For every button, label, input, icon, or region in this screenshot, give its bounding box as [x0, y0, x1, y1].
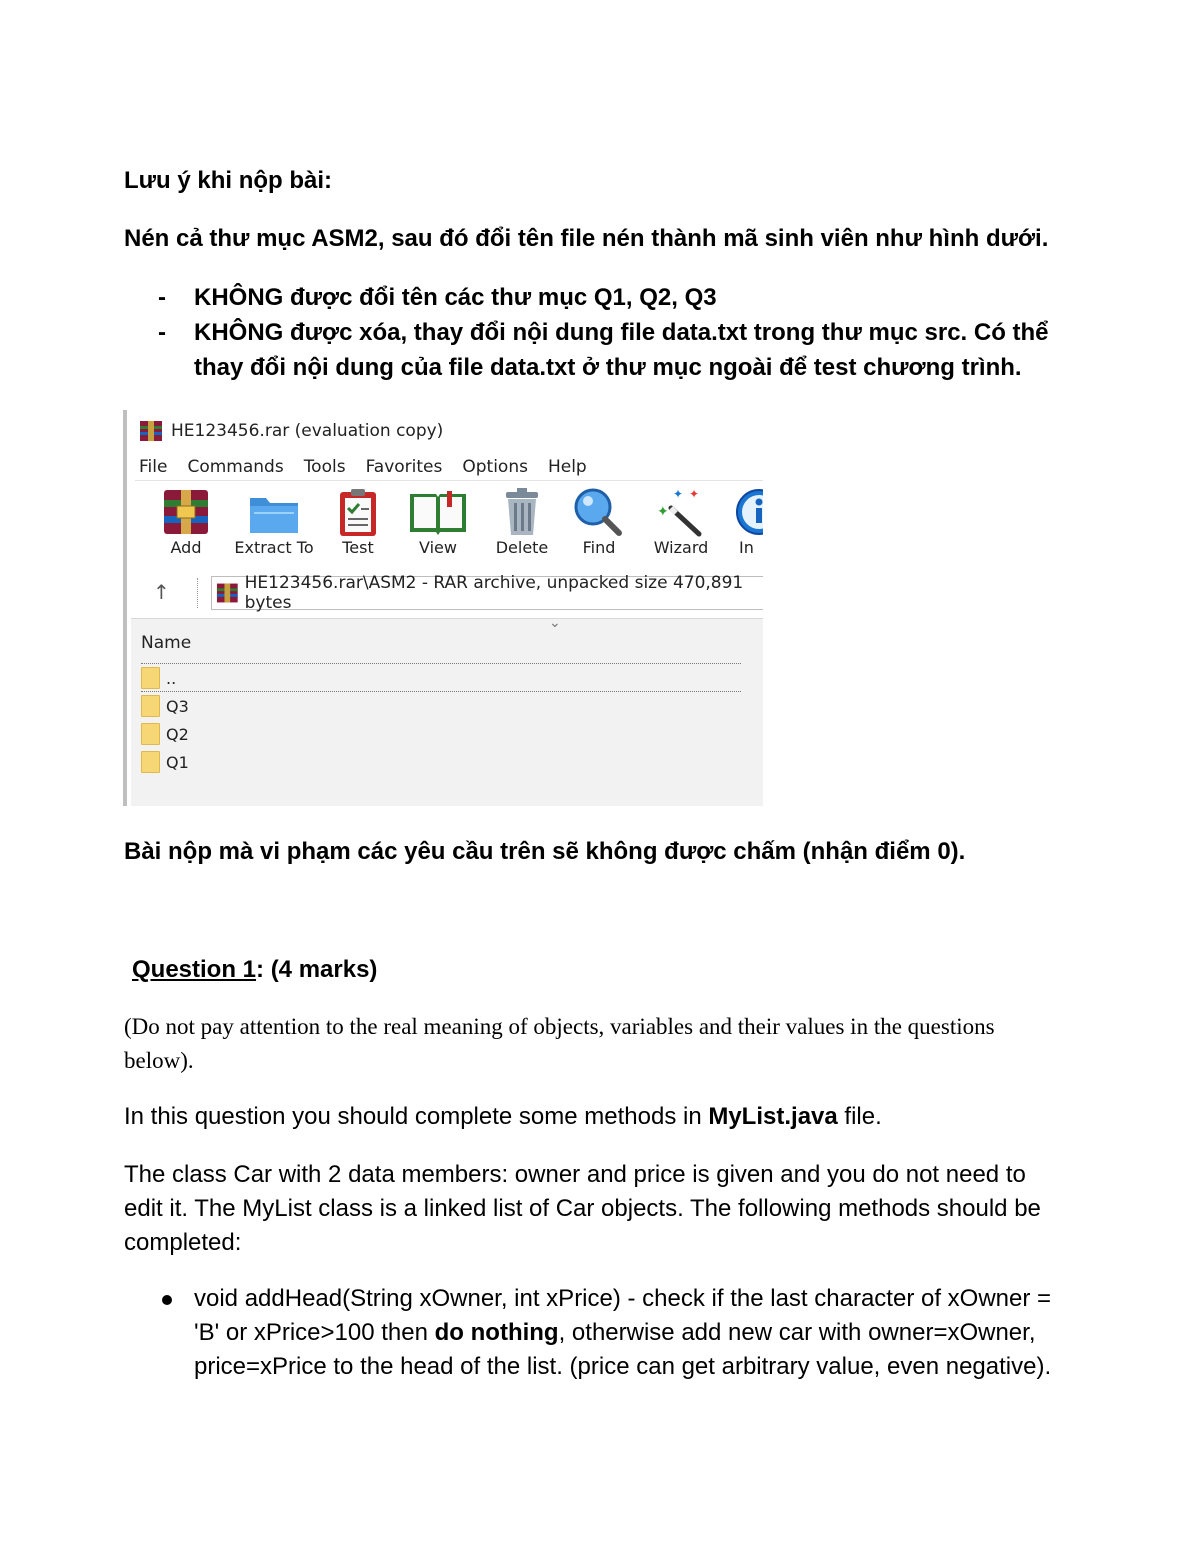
svg-text:✦: ✦ — [689, 487, 700, 501]
toolbar-info-button[interactable] — [733, 486, 763, 557]
note-line-2: below). — [124, 1048, 194, 1073]
winrar-titlebar — [139, 418, 443, 444]
paragraph-car-line1: The class Car with 2 data members: owner and price is given and you do not need to — [124, 1161, 1026, 1188]
column-header-name[interactable]: Name — [141, 633, 192, 653]
info-icon — [733, 486, 763, 538]
note-line-1: (Do not pay attention to the real meaning of objects, variables and their values in the questions — [124, 1014, 995, 1039]
addhead-line3: price=xPrice to the head of the list. (price can get arbitrary value, even negative). — [194, 1353, 1052, 1380]
row-focus-top — [141, 663, 741, 664]
p1-filename: MyList.java — [708, 1103, 838, 1130]
delete-trash-icon — [498, 486, 546, 538]
folder-icon — [141, 667, 160, 689]
toolbar-add-label: Add — [170, 538, 202, 557]
rar-file-icon — [216, 582, 239, 604]
winrar-menubar — [139, 454, 607, 480]
zip-instruction: Nén cả thư mục ASM2, sau đó đổi tên file nén thành mã sinh viên như hình dưới. — [124, 225, 1049, 252]
paragraph-mylist — [124, 1100, 882, 1134]
winrar-toolbar — [137, 486, 763, 572]
address-divider — [197, 578, 198, 608]
addhead-line2 — [194, 1316, 1036, 1350]
addhead-line1: void addHead(String xOwner, int xPrice) - check if the last character of xOwner = — [194, 1285, 1052, 1312]
toolbar-info-label: In — [739, 538, 754, 557]
list-item-q1[interactable] — [141, 749, 761, 775]
paragraph-car-line2: edit it. The MyList class is a linked list of Car objects. The following methods should be — [124, 1195, 1041, 1222]
bullet-dash-2: - — [158, 319, 166, 346]
toolbar-extract-button[interactable] — [227, 486, 321, 557]
menu-favorites[interactable]: Favorites — [365, 457, 443, 477]
bullet-dash-1: - — [158, 284, 166, 311]
question-title: Question 1 — [132, 956, 257, 983]
toolbar-test-button[interactable] — [329, 486, 387, 557]
list-item-label: .. — [166, 668, 177, 688]
rule-rename-folders: KHÔNG được đổi tên các thư mục Q1, Q2, Q3 — [194, 284, 717, 311]
toolbar-test-label: Test — [342, 538, 374, 557]
toolbar-wizard-label: Wizard — [653, 538, 709, 557]
winrar-app-icon — [139, 420, 163, 442]
toolbar-delete-label: Delete — [495, 538, 549, 557]
svg-text:✦: ✦ — [673, 487, 684, 501]
menu-help[interactable]: Help — [547, 457, 587, 477]
up-arrow-icon[interactable]: ↑ — [153, 580, 170, 604]
rule-data-file-line2: thay đổi nội dung của file data.txt ở thư mục ngoài để test chương trình. — [194, 354, 1022, 381]
toolbar-view-button[interactable] — [399, 486, 477, 557]
winrar-title: HE123456.rar (evaluation copy) — [171, 421, 444, 441]
window-edge — [123, 410, 127, 806]
menu-separator — [135, 480, 763, 481]
address-row — [135, 573, 763, 613]
note-heading: Lưu ý khi nộp bài: — [124, 167, 333, 194]
folder-icon — [141, 723, 160, 745]
addhead-line2-post: , otherwise add new car with owner=xOwner, — [558, 1319, 1036, 1346]
question-heading — [124, 953, 377, 987]
find-magnifier-icon — [571, 486, 627, 538]
addhead-line2-pre: 'B' or xPrice>100 then — [194, 1319, 435, 1346]
rule-data-file-line1: KHÔNG được xóa, thay đổi nội dung file data.txt trong thư mục src. Có thể — [194, 319, 1049, 346]
folder-icon — [141, 751, 160, 773]
archive-path-text: HE123456.rar\ASM2 - RAR archive, unpacked size 470,891 bytes — [244, 573, 744, 613]
violation-warning: Bài nộp mà vi phạm các yêu cầu trên sẽ không được chấm (nhận điểm 0). — [124, 838, 966, 865]
question-marks: : (4 marks) — [256, 956, 378, 983]
menu-file[interactable]: File — [139, 457, 168, 477]
menu-options[interactable]: Options — [462, 457, 528, 477]
toolbar-wizard-button[interactable] — [643, 486, 719, 557]
winrar-screenshot — [123, 410, 763, 806]
add-archive-icon — [161, 486, 211, 538]
test-clipboard-icon — [334, 486, 382, 538]
file-list — [131, 615, 763, 806]
list-item-label: Q2 — [166, 724, 189, 744]
menu-commands[interactable]: Commands — [187, 457, 284, 477]
toolbar-view-label: View — [419, 538, 457, 557]
row-focus-bottom — [141, 691, 741, 692]
wizard-wand-icon — [653, 486, 709, 538]
svg-text:✦: ✦ — [657, 504, 669, 520]
view-book-icon — [407, 486, 469, 538]
toolbar-delete-button[interactable] — [485, 486, 559, 557]
paragraph-car-line3: completed: — [124, 1229, 242, 1256]
chevron-down-icon: ⌄ — [549, 615, 561, 631]
list-item-label: Q1 — [166, 752, 189, 772]
p1-text: In this question you should complete some methods in — [124, 1103, 709, 1130]
folder-icon — [141, 695, 160, 717]
addhead-do-nothing: do nothing — [434, 1319, 559, 1346]
toolbar-find-button[interactable] — [569, 486, 629, 557]
bullet-dot — [162, 1295, 172, 1305]
toolbar-find-label: Find — [582, 538, 616, 557]
archive-path-field[interactable] — [211, 573, 763, 613]
p1-text-end: file. — [837, 1103, 882, 1130]
list-item-parent[interactable] — [141, 665, 761, 691]
extract-folder-icon — [246, 486, 302, 538]
toolbar-extract-label: Extract To — [234, 538, 314, 557]
list-item-q2[interactable] — [141, 721, 761, 747]
list-item-label: Q3 — [166, 696, 189, 716]
list-item-q3[interactable] — [141, 693, 761, 719]
toolbar-add-button[interactable] — [153, 486, 219, 557]
menu-tools[interactable]: Tools — [303, 457, 346, 477]
